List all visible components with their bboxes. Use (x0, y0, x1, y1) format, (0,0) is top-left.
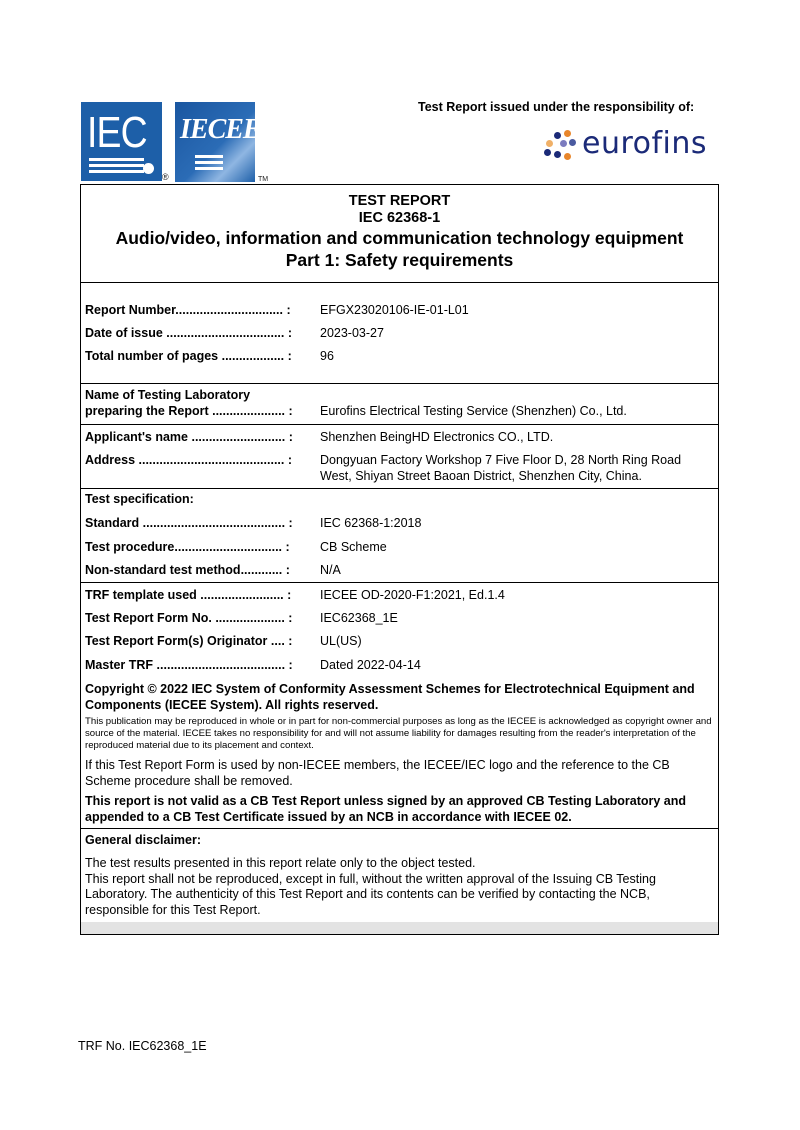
leader-dots: .... (267, 634, 285, 648)
address-line-1: Dongyuan Factory Workshop 7 Five Floor D, 28 North Ring Road (320, 453, 682, 467)
date-of-issue-value: 2023-03-27 (320, 326, 384, 340)
total-pages-value: 96 (320, 349, 334, 363)
iec-logo (81, 102, 162, 181)
logo-dot (564, 130, 571, 137)
field-label: Address (85, 453, 136, 467)
iecee-logo (175, 102, 261, 182)
title-line-1: TEST REPORT (348, 193, 451, 209)
divider (80, 424, 719, 425)
applicant-name-value: Shenzhen BeingHD Electronics CO., LTD. (320, 430, 554, 444)
logo-dot (143, 163, 154, 174)
disclaimer-line-1: The test results presented in this report relate only to the object tested. (85, 856, 476, 870)
trf-number-footer: TRF No. IEC62368_1E (78, 1039, 207, 1053)
field-label: Test Report Form(s) Originator (85, 634, 268, 648)
iecee-logo-text: IECEE (180, 114, 261, 145)
leader-dots: .................... (211, 611, 285, 625)
colon: : (287, 453, 293, 467)
field-label: Date of issue (85, 326, 163, 340)
address-value (320, 452, 720, 484)
leader-dots: ..................... (208, 404, 286, 418)
colon: : (285, 540, 290, 554)
report-title (80, 193, 719, 271)
logo-dot (546, 140, 553, 147)
test-report-form-no-value: IEC62368_1E (320, 611, 398, 625)
lab-label-line1: Name of Testing Laboratory (85, 388, 251, 402)
logo-stripe (195, 167, 223, 170)
leader-dots: ........................... (188, 430, 286, 444)
non-member-notice: If this Test Report Form is used by non-IECEE members, the IECEE/IEC logo and the reference to the CB Scheme procedure shall be removed. (85, 758, 670, 788)
title-part: Part 1: Safety requirements (285, 250, 514, 270)
field-label: Applicant's name (85, 430, 188, 444)
eurofins-wordmark: eurofins (582, 126, 708, 161)
grey-footer-bar (81, 922, 718, 934)
field-label: TRF template used (85, 588, 197, 602)
colon: : (288, 430, 293, 444)
title-subject: Audio/video, information and communication technology equipment (115, 228, 684, 248)
logo-stripe (195, 161, 223, 164)
leader-dots: .................................. (162, 326, 285, 340)
laboratory-value: Eurofins Electrical Testing Service (Shenzhen) Co., Ltd. (320, 404, 627, 418)
colon: : (286, 303, 291, 317)
field-label: preparing the Report (85, 404, 209, 418)
logo-dot (554, 151, 561, 158)
divider (80, 582, 719, 583)
validity-notice: This report is not valid as a CB Test Report unless signed by an approved CB Testing Laboratory and appended to a CB Test Certificate issued by an NCB in accordance with IECEE 02. (85, 794, 687, 824)
trf-template-value: IECEE OD-2020-F1:2021, Ed.1.4 (320, 588, 505, 602)
trademark-mark: TM (258, 176, 269, 183)
disclaimer-heading: General disclaimer: (85, 833, 202, 847)
standard-value: IEC 62368-1:2018 (320, 516, 422, 530)
logo-stripe (195, 155, 223, 158)
leader-dots: .................. (218, 349, 285, 363)
divider (80, 828, 719, 829)
divider (80, 488, 719, 489)
eurofins-logo (540, 126, 720, 166)
logo-stripe (89, 164, 144, 167)
divider (80, 383, 719, 384)
logo-dot (544, 149, 551, 156)
copyright-notice: Copyright © 2022 IEC System of Conformity Assessment Schemes for Electrotechnical Equipment and Components (IECEE System). All rights reserved. (85, 682, 695, 712)
colon: : (288, 634, 293, 648)
colon: : (287, 588, 292, 602)
field-label: Master TRF (85, 658, 154, 672)
disclaimer-line-2: This report shall not be reproduced, except in full, without the written approval of the Issuing CB Testing Laboratory. The authenticity of this Test Report and its contents can be verified by contacting the NCB, responsible for this Test Report. (85, 871, 656, 917)
colon: : (285, 563, 290, 577)
logo-dot (554, 132, 561, 139)
logo-dot (564, 153, 571, 160)
leader-dots: .......................................... (135, 453, 285, 467)
trf-originator-value: UL(US) (320, 634, 362, 648)
test-procedure-value: CB Scheme (320, 540, 387, 554)
colon: : (288, 404, 293, 418)
leader-dots: ............ (240, 563, 283, 577)
field-label: Test Report Form No. (85, 611, 212, 625)
leader-dots: ............................... (175, 303, 283, 317)
logo-stripe (89, 158, 144, 161)
colon: : (287, 349, 292, 363)
registered-mark: ® (162, 172, 169, 182)
field-label: Non-standard test method (85, 563, 241, 577)
field-label: Total number of pages (85, 349, 219, 363)
title-standard: IEC 62368-1 (358, 210, 441, 226)
address-line-2: West, Shiyan Street Baoan District, Shenzhen City, China. (320, 469, 642, 483)
field-label: Standard (85, 516, 140, 530)
report-number-value: EFGX23020106-IE-01-L01 (320, 303, 469, 317)
divider (80, 282, 719, 283)
master-trf-value: Dated 2022-04-14 (320, 658, 421, 672)
colon: : (288, 658, 293, 672)
field-label: Report Number (85, 303, 176, 317)
logo-dot (560, 140, 567, 147)
colon: : (288, 516, 293, 530)
field-label: Test procedure (85, 540, 175, 554)
leader-dots: ............................... (174, 540, 283, 554)
disclaimer-text (85, 856, 715, 918)
test-spec-heading: Test specification: (85, 492, 194, 506)
colon: : (288, 611, 293, 625)
colon: : (287, 326, 293, 340)
logo-stripe (89, 170, 144, 173)
publication-notice: This publication may be reproduced in whole or in part for non-commercial purposes as long as the IECEE is acknowledged as copyright owner and source of the material. IECEE takes no responsibility for and will not assume liability for damages resulting from the reader's interpretation of the reproduced material due to its placement and context. (85, 716, 712, 751)
iec-logo-text: IEC (87, 108, 147, 157)
leader-dots: ......................................... (139, 516, 286, 530)
responsibility-label: Test Report issued under the responsibility of: (418, 100, 695, 114)
leader-dots: ..................................... (153, 658, 286, 672)
non-standard-method-value: N/A (320, 563, 341, 577)
leader-dots: ........................ (196, 588, 284, 602)
logo-dot (569, 139, 576, 146)
